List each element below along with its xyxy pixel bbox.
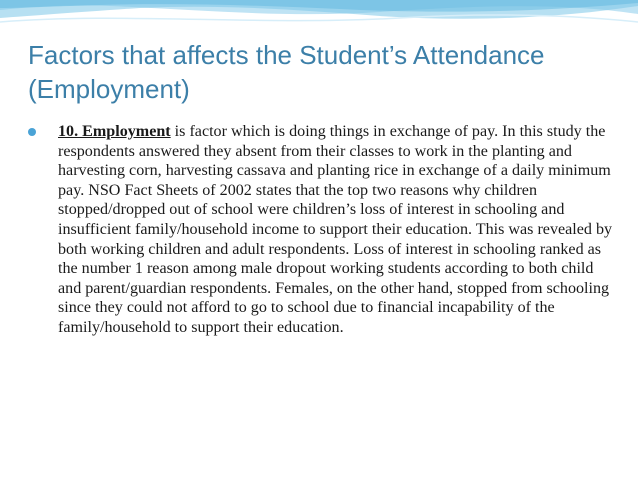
bullet-body-text: is factor which is doing things in exchange of pay. In this study the respondents answered they absent from their classes to work in the planting and harvesting corn, harvesting cassava and planting rice in exchange of a daily minimum pay. NSO Fact Sheets of 2002 states that the top two reasons why children stopped/dropped out of school were children’s loss of interest in schooling and insufficient family/household income to support their education. This was revealed by both working children and adult respondents. Loss of interest in schooling ranked as the number 1 reason among male dropout working students according to both child and parent/guardian respondents. Females, on the other hand, stopped from schooling since they could not afford to go to school due to financial incapability of the family/household to support their education. <box>58 123 613 336</box>
bullet-paragraph <box>58 122 618 338</box>
bullet-dot-icon <box>28 128 36 136</box>
slide-title: Factors that affects the Student’s Attendance (Employment) <box>28 40 545 104</box>
header-wave-decoration <box>0 0 638 40</box>
slide-content <box>28 122 618 338</box>
bullet-lead-term: 10. Employment <box>58 123 171 140</box>
bullet-item <box>28 122 618 338</box>
